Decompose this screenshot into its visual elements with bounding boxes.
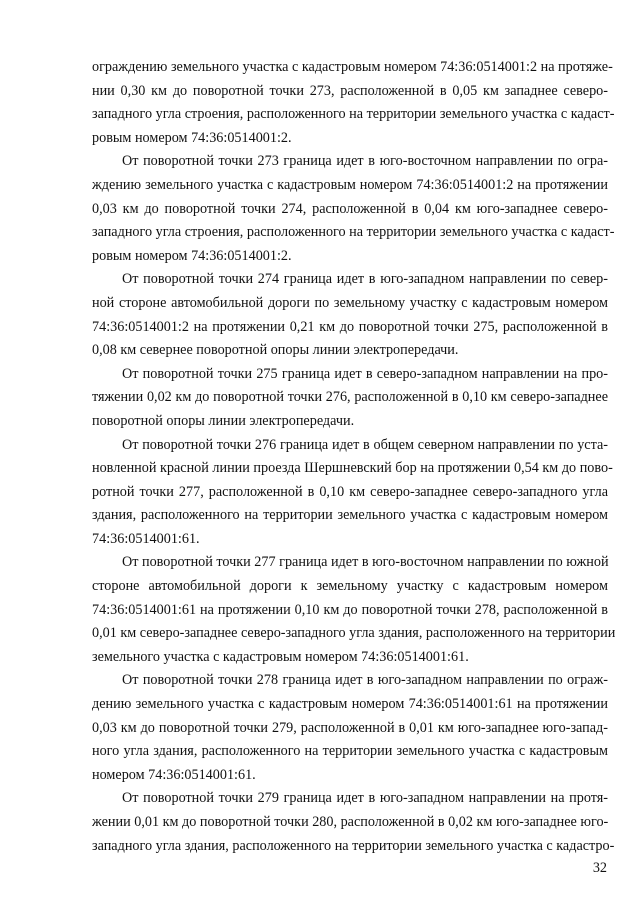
- text-line: 0,03 км до поворотной точки 279, расположенной в 0,01 км юго-западнее юго-запад-: [92, 719, 608, 736]
- text-line: 0,08 км севернее поворотной опоры линии электропередачи.: [92, 342, 459, 359]
- text-line: От поворотной точки 274 граница идет в юго-западном направлении по север-: [122, 271, 608, 288]
- text-line: ровым номером 74:36:0514001:2.: [92, 129, 292, 146]
- paragraph: [92, 551, 616, 669]
- paragraph: [92, 363, 608, 434]
- text-line: 0,03 км до поворотной точки 274, расположенной в 0,04 км юго-западнее северо-: [92, 200, 608, 217]
- text-line: От поворотной точки 273 граница идет в юго-восточном направлении по огра-: [122, 153, 608, 170]
- text-line: 0,01 км северо-западнее северо-западного угла здания, расположенного на территории: [92, 625, 616, 642]
- text-line: жении 0,01 км до поворотной точки 280, расположенной в 0,02 км юго-западнее юго-: [92, 814, 609, 830]
- text-line: поворотной опоры линии электропередачи.: [92, 412, 355, 429]
- paragraph: [92, 434, 613, 552]
- text-line: ротной точки 277, расположенной в 0,10 км северо-западнее северо-западного угла: [92, 483, 608, 500]
- text-line: здания, расположенного на территории земельного участка с кадастровым номером: [92, 507, 608, 524]
- paragraph: [92, 787, 615, 858]
- text-line: От поворотной точки 276 граница идет в общем северном направлении по уста-: [122, 436, 608, 453]
- text-line: земельного участка с кадастровым номером 74:36:0514001:61.: [92, 648, 469, 665]
- text-line: 74:36:0514001:61.: [92, 530, 200, 547]
- page-number: 32: [592, 860, 607, 876]
- text-line: западного угла строения, расположенного на территории земельного участка с кадаст-: [92, 224, 615, 241]
- text-line: западного угла строения, расположенного на территории земельного участка с кадаст-: [92, 106, 615, 123]
- text-line: новленной красной линии проезда Шершневский бор на протяжении 0,54 км до пово-: [92, 460, 613, 477]
- text-line: От поворотной точки 278 граница идет в юго-западном направлении по ограж-: [122, 672, 608, 689]
- text-line: 74:36:0514001:61 на протяжении 0,10 км до поворотной точки 278, расположенной в: [92, 601, 608, 618]
- text-line: ной стороне автомобильной дороги по земельному участку с кадастровым номером: [92, 294, 608, 311]
- text-line: номером 74:36:0514001:61.: [92, 766, 256, 783]
- text-line: западного угла здания, расположенного на территории земельного участка с кадастро-: [92, 837, 615, 854]
- text-line: ного угла здания, расположенного на территории земельного участка с кадастровым: [92, 743, 608, 760]
- text-line: От поворотной точки 277 граница идет в юго-восточном направлении по южной: [122, 554, 609, 571]
- text-line: От поворотной точки 275 граница идет в северо-западном направлении на про-: [122, 365, 608, 382]
- text-line: ровым номером 74:36:0514001:2.: [92, 247, 292, 264]
- paragraph: [92, 150, 615, 268]
- paragraph: [92, 268, 608, 362]
- text-line: ограждению земельного участка с кадастровым номером 74:36:0514001:2 на протяже-: [92, 59, 613, 75]
- document-body: [92, 56, 616, 858]
- paragraph: [92, 56, 615, 150]
- text-line: тяжении 0,02 км до поворотной точки 276, расположенной в 0,10 км северо-западнее: [92, 389, 608, 406]
- paragraph: [92, 669, 608, 787]
- text-line: дению земельного участка с кадастровым номером 74:36:0514001:61 на протяжении: [92, 696, 608, 713]
- text-line: нии 0,30 км до поворотной точки 273, расположенной в 0,05 км западнее северо-: [92, 82, 608, 99]
- text-line: ждению земельного участка с кадастровым номером 74:36:0514001:2 на протяжении: [92, 176, 608, 193]
- text-line: стороне автомобильной дороги к земельному участку с кадастровым номером: [92, 578, 608, 595]
- text-line: От поворотной точки 279 граница идет в юго-западном направлении на протя-: [122, 790, 608, 807]
- text-line: 74:36:0514001:2 на протяжении 0,21 км до поворотной точки 275, расположенной в: [92, 318, 608, 335]
